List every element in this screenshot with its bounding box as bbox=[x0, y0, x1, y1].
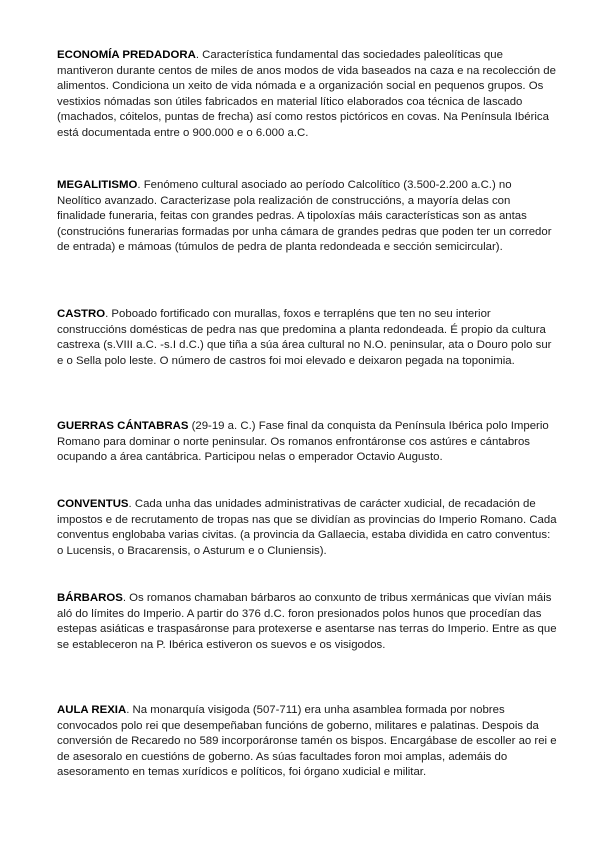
glossary-entry-conventus bbox=[57, 497, 557, 559]
entry-term: ECONOMÍA PREDADORA bbox=[57, 49, 196, 61]
entry-definition: (29-19 a. C.) Fase final da conquista da Península Ibérica polo Imperio Romano para dominar o norte peninsular. Os romanos enfrontáronse cos astúres e cántabros ocupando a área cantábrica. Participou nelas o emperador Octavio Augusto. bbox=[57, 420, 549, 464]
glossary-entry-economia-predadora bbox=[57, 48, 557, 142]
glossary-entry-barbaros bbox=[57, 591, 557, 653]
entry-term: GUERRAS CÁNTABRAS bbox=[57, 420, 189, 432]
entry-definition: . Poboado fortificado con murallas, foxos e terrapléns que ten no seu interior construccións domésticas de pedra nas que predomina a planta redondeada. É propio da cultura castrexa (s.VIII a.C. -s.I d.C.) que tiña a súa área cultural no N.O. peninsular, ata o Douro polo sur e o Sella polo leste. O número de castros foi moi elevado e deixaron pegada na toponimia. bbox=[57, 308, 552, 367]
entry-definition: . Característica fundamental das sociedades paleolíticas que mantiveron durante centos de miles de anos modos de vida baseados na caza e na recolección de alimentos. Condiciona un xeito de vida nómada e a organización social en pequenos grupos. Os vestixios nómadas son útiles fabricados en material lítico elaborados coa técnica de lascado (machados, cóitelos, puntas de frecha) así como restos pictóricos en covas. Na Península Ibérica está documentada entre o 900.000 e o 6.000 a.C. bbox=[57, 49, 556, 139]
glossary-entry-guerras-cantabras bbox=[57, 419, 557, 466]
entry-term: CASTRO bbox=[57, 308, 106, 320]
entry-term: CONVENTUS bbox=[57, 498, 129, 510]
entry-term: BÁRBAROS bbox=[57, 592, 123, 604]
entry-definition: . Cada unha das unidades administrativas de carácter xudicial, de recadación de impostos e de recrutamento de tropas nas que se dividían as provincias do Imperio Romano. Cada conventus englobaba varias civitas. (a provincia da Gallaecia, estaba dividida en catro conventus: o Lucensis, o Bracarensis, o Asturum e o Cluniensis). bbox=[57, 498, 557, 557]
glossary-entry-aula-rexia bbox=[57, 703, 557, 781]
entry-term: AULA REXIA bbox=[57, 704, 127, 716]
entry-definition: . Na monarquía visigoda (507-711) era unha asamblea formada por nobres convocados polo rei que desempeñaban funcións de goberno, militares e palatinas. Despois da conversión de Recaredo no 589 incorporáronse tamén os bispos. Encargábase de escoller ao rei e de asesoralo en cuestións de goberno. As súas facultades foron moi amplas, ademáis do asesoramento en temas xurídicos e políticos, foi órgano xudicial e militar. bbox=[57, 704, 557, 779]
glossary-entry-castro bbox=[57, 307, 557, 369]
entry-term: MEGALITISMO bbox=[57, 179, 138, 191]
glossary-entry-megalitismo bbox=[57, 178, 557, 256]
entry-definition: . Os romanos chamaban bárbaros ao conxunto de tribus xermánicas que vivían máis aló do límites do Imperio. A partir do 376 d.C. foron presionados polos hunos que procedían das estepas asiáticas e traspasáronse para protexerse e asentarse nas terras do Imperio. Entre as que se estableceron na P. Ibérica estiveron os suevos e os visigodos. bbox=[57, 592, 557, 651]
entry-definition: . Fenómeno cultural asociado ao período Calcolítico (3.500-2.200 a.C.) no Neolítico avanzado. Caracterizase pola realización de construccións, a mayoría delas con finalidade funeraria, feitas con grandes pedras. A tipoloxías máis características son as antas (construcións funerarias formadas por unha cámara de grandes pedras que poden ter un corredor de entrada) e mámoas (túmulos de pedra de planta redondeada e sección semicircular). bbox=[57, 179, 552, 254]
